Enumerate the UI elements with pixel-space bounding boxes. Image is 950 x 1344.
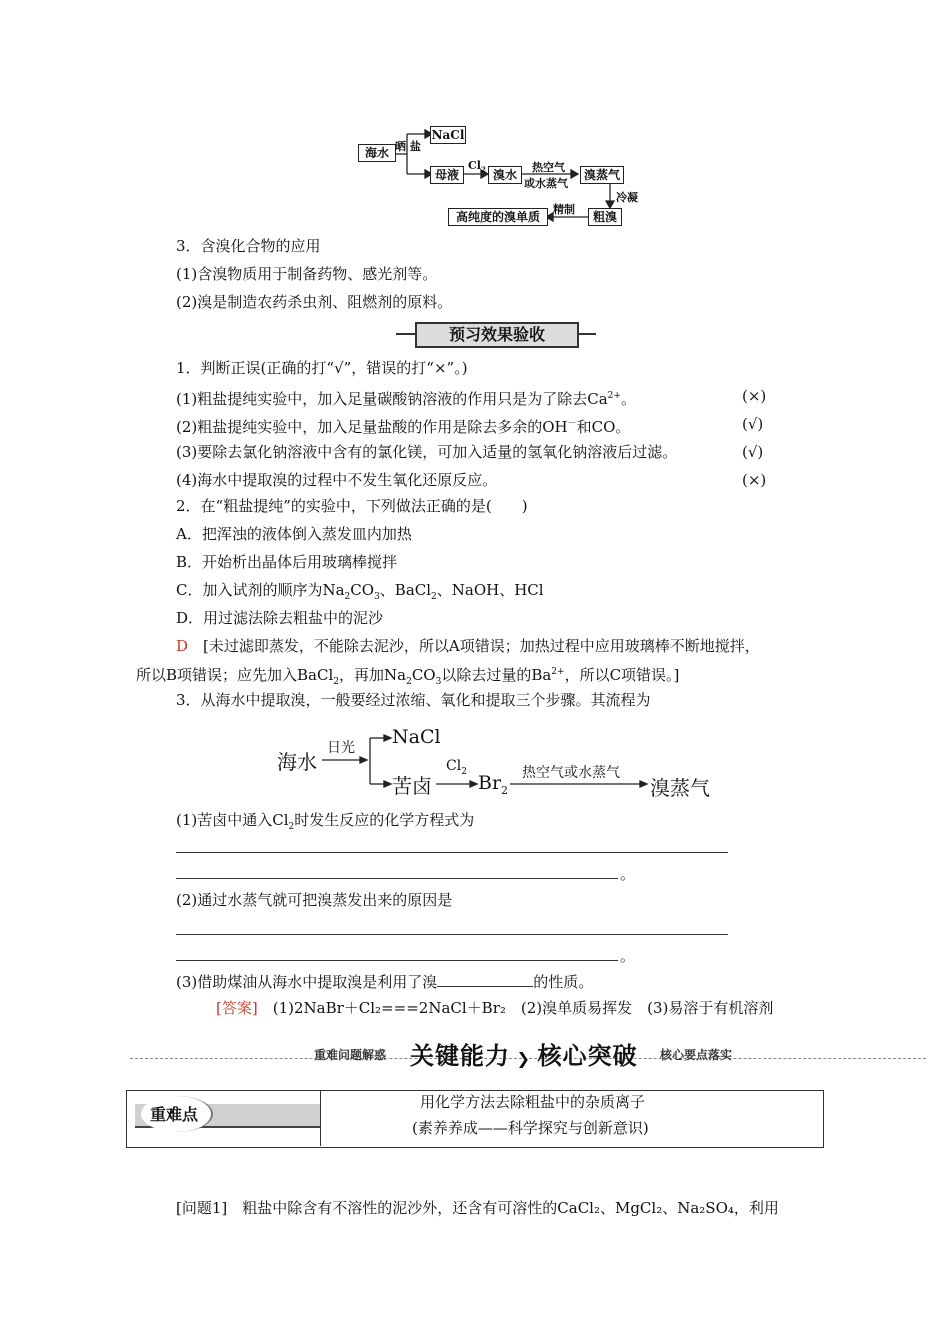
q3-sub1-period: 。 — [620, 865, 636, 883]
q3-stem: 3．从海水中提取溴，一般要经过浓缩、氧化和提取三个步骤。其流程为 — [176, 691, 651, 709]
q3-cl2: $Cl_2$ — [446, 758, 467, 777]
cool-label: 冷凝 — [616, 191, 638, 204]
q1-item3: (3)要除去氯化钠溶液中含有的氯化镁，可加入适量的氢氧化钠溶液后过滤。 — [176, 443, 678, 461]
q1-item1: (1)粗盐提纯实验中，加入足量碳酸钠溶液的作用只是为了除去$Ca^{2+}$。 — [176, 390, 636, 408]
section3-item1: (1)含溴物质用于制备药物、感光剂等。 — [176, 265, 438, 283]
refine-label: 精制 — [553, 203, 575, 216]
seawater-box: 海水 — [358, 144, 396, 162]
q2-option-b: B．开始析出晶体后用玻璃棒搅拌 — [176, 553, 398, 571]
q1-item4-mark: (×) — [742, 471, 767, 489]
q3-sub2-period: 。 — [620, 947, 636, 965]
q3-sub2: (2)通过水蒸气就可把溴蒸发出来的原因是 — [176, 891, 453, 909]
q3-bittern: 苦卤 — [392, 774, 432, 798]
mother-liquor-box: 母液 — [430, 166, 464, 184]
q3-answer-tag: [答案] — [216, 999, 258, 1017]
q2-answer-letter: D — [176, 637, 189, 655]
q3-sub1-blank-1[interactable] — [176, 852, 728, 853]
hot-air-label-2: 或水蒸气 — [524, 177, 568, 190]
bromine-vapor-box: 溴蒸气 — [580, 166, 624, 184]
q3-sub1-blank-2[interactable] — [176, 878, 618, 879]
q2-option-d: D．用过滤法除去粗盐中的泥沙 — [176, 609, 384, 627]
crude-bromine-box: 粗溴 — [588, 208, 622, 226]
q3-hot-air: 热空气或水蒸气 — [522, 765, 620, 781]
question1: [问题1] 粗盐中除含有不溶性的泥沙外，还含有可溶性的CaCl₂、MgCl₂、Na₂SO₄，利用 — [176, 1199, 779, 1217]
key-point-tag: 重难点 — [150, 1105, 199, 1124]
key-ability-banner-left: 重难问题解惑 — [314, 1048, 387, 1062]
key-point-subtitle: (素养养成——科学探究与创新意识) — [412, 1119, 649, 1137]
nacl-box: NaCl — [431, 128, 465, 142]
cl2-label: $Cl_2$ — [468, 159, 486, 175]
bromine-water-box: 溴水 — [488, 166, 522, 184]
preview-banner-title: 预习效果验收 — [415, 322, 579, 348]
hot-air-label-1: 热空气 — [532, 161, 565, 174]
q2-stem: 2．在“粗盐提纯”的实验中，下列做法正确的是( ) — [176, 497, 528, 515]
q3-answer: [答案] (1)2NaBr＋Cl₂===2NaCl＋Br₂ (2)溴单质易挥发 (3)易溶于有机溶剂 — [216, 999, 774, 1017]
section3-title: 3．含溴化合物的应用 — [176, 237, 321, 255]
q3-seawater: 海水 — [277, 750, 317, 774]
q3-nacl: NaCl — [392, 726, 441, 748]
q2-option-a: A．把浑浊的液体倒入蒸发皿内加热 — [176, 525, 412, 543]
evaporate-label: 晒 盐 — [395, 140, 421, 153]
key-point-title: 用化学方法去除粗盐中的杂质离子 — [420, 1093, 646, 1111]
q1-item3-mark: (√) — [742, 443, 764, 461]
section3-item2: (2)溴是制造农药杀虫剂、阻燃剂的原料。 — [176, 293, 453, 311]
q1-item1-mark: (×) — [742, 387, 767, 405]
q2-explanation-line1: D [未过滤即蒸发，不能除去泥沙，所以A项错误；加热过程中应用玻璃棒不断地搅拌， — [176, 637, 760, 655]
q1-stem: 1．判断正误(正确的打“√”，错误的打“×”。) — [176, 359, 468, 377]
question1-label: [问题1] — [176, 1199, 228, 1217]
q3-sub2-blank-1[interactable] — [176, 934, 728, 935]
q3-sunlight: 日光 — [327, 740, 355, 756]
key-ability-banner-right: 核心要点落实 — [660, 1048, 733, 1062]
q1-item2: (2)粗盐提纯实验中，加入足量盐酸的作用是除去多余的OH－和CO。 — [176, 418, 631, 436]
pure-bromine-box: 高纯度的溴单质 — [448, 208, 548, 226]
q1-item2-mark: (√) — [742, 415, 764, 433]
q3-sub3: (3)借助煤油从海水中提取溴是利用了溴 的性质。 — [176, 973, 594, 991]
q2-option-c: C．加入试剂的顺序为$Na_2CO_3$、BaCl$_2$、NaOH、HCl — [176, 581, 544, 602]
q2-explanation-line2: 所以B项错误；应先加入BaCl$_2$，再加$Na_2CO_3$以除去过量的$Ba^{2+}$，所以C项错误。] — [136, 666, 680, 687]
key-ability-banner-main: 关键能力 ❯ 核心突破 — [410, 1042, 638, 1070]
q3-vapor: 溴蒸气 — [650, 776, 710, 800]
q3-sub3-blank[interactable] — [437, 986, 533, 987]
q3-br2: $Br_2$ — [478, 772, 509, 797]
q3-sub1: (1)苦卤中通入$Cl_2$时发生反应的化学方程式为 — [176, 811, 475, 832]
q1-item4: (4)海水中提取溴的过程中不发生氧化还原反应。 — [176, 471, 498, 489]
q3-sub2-blank-2[interactable] — [176, 960, 618, 961]
